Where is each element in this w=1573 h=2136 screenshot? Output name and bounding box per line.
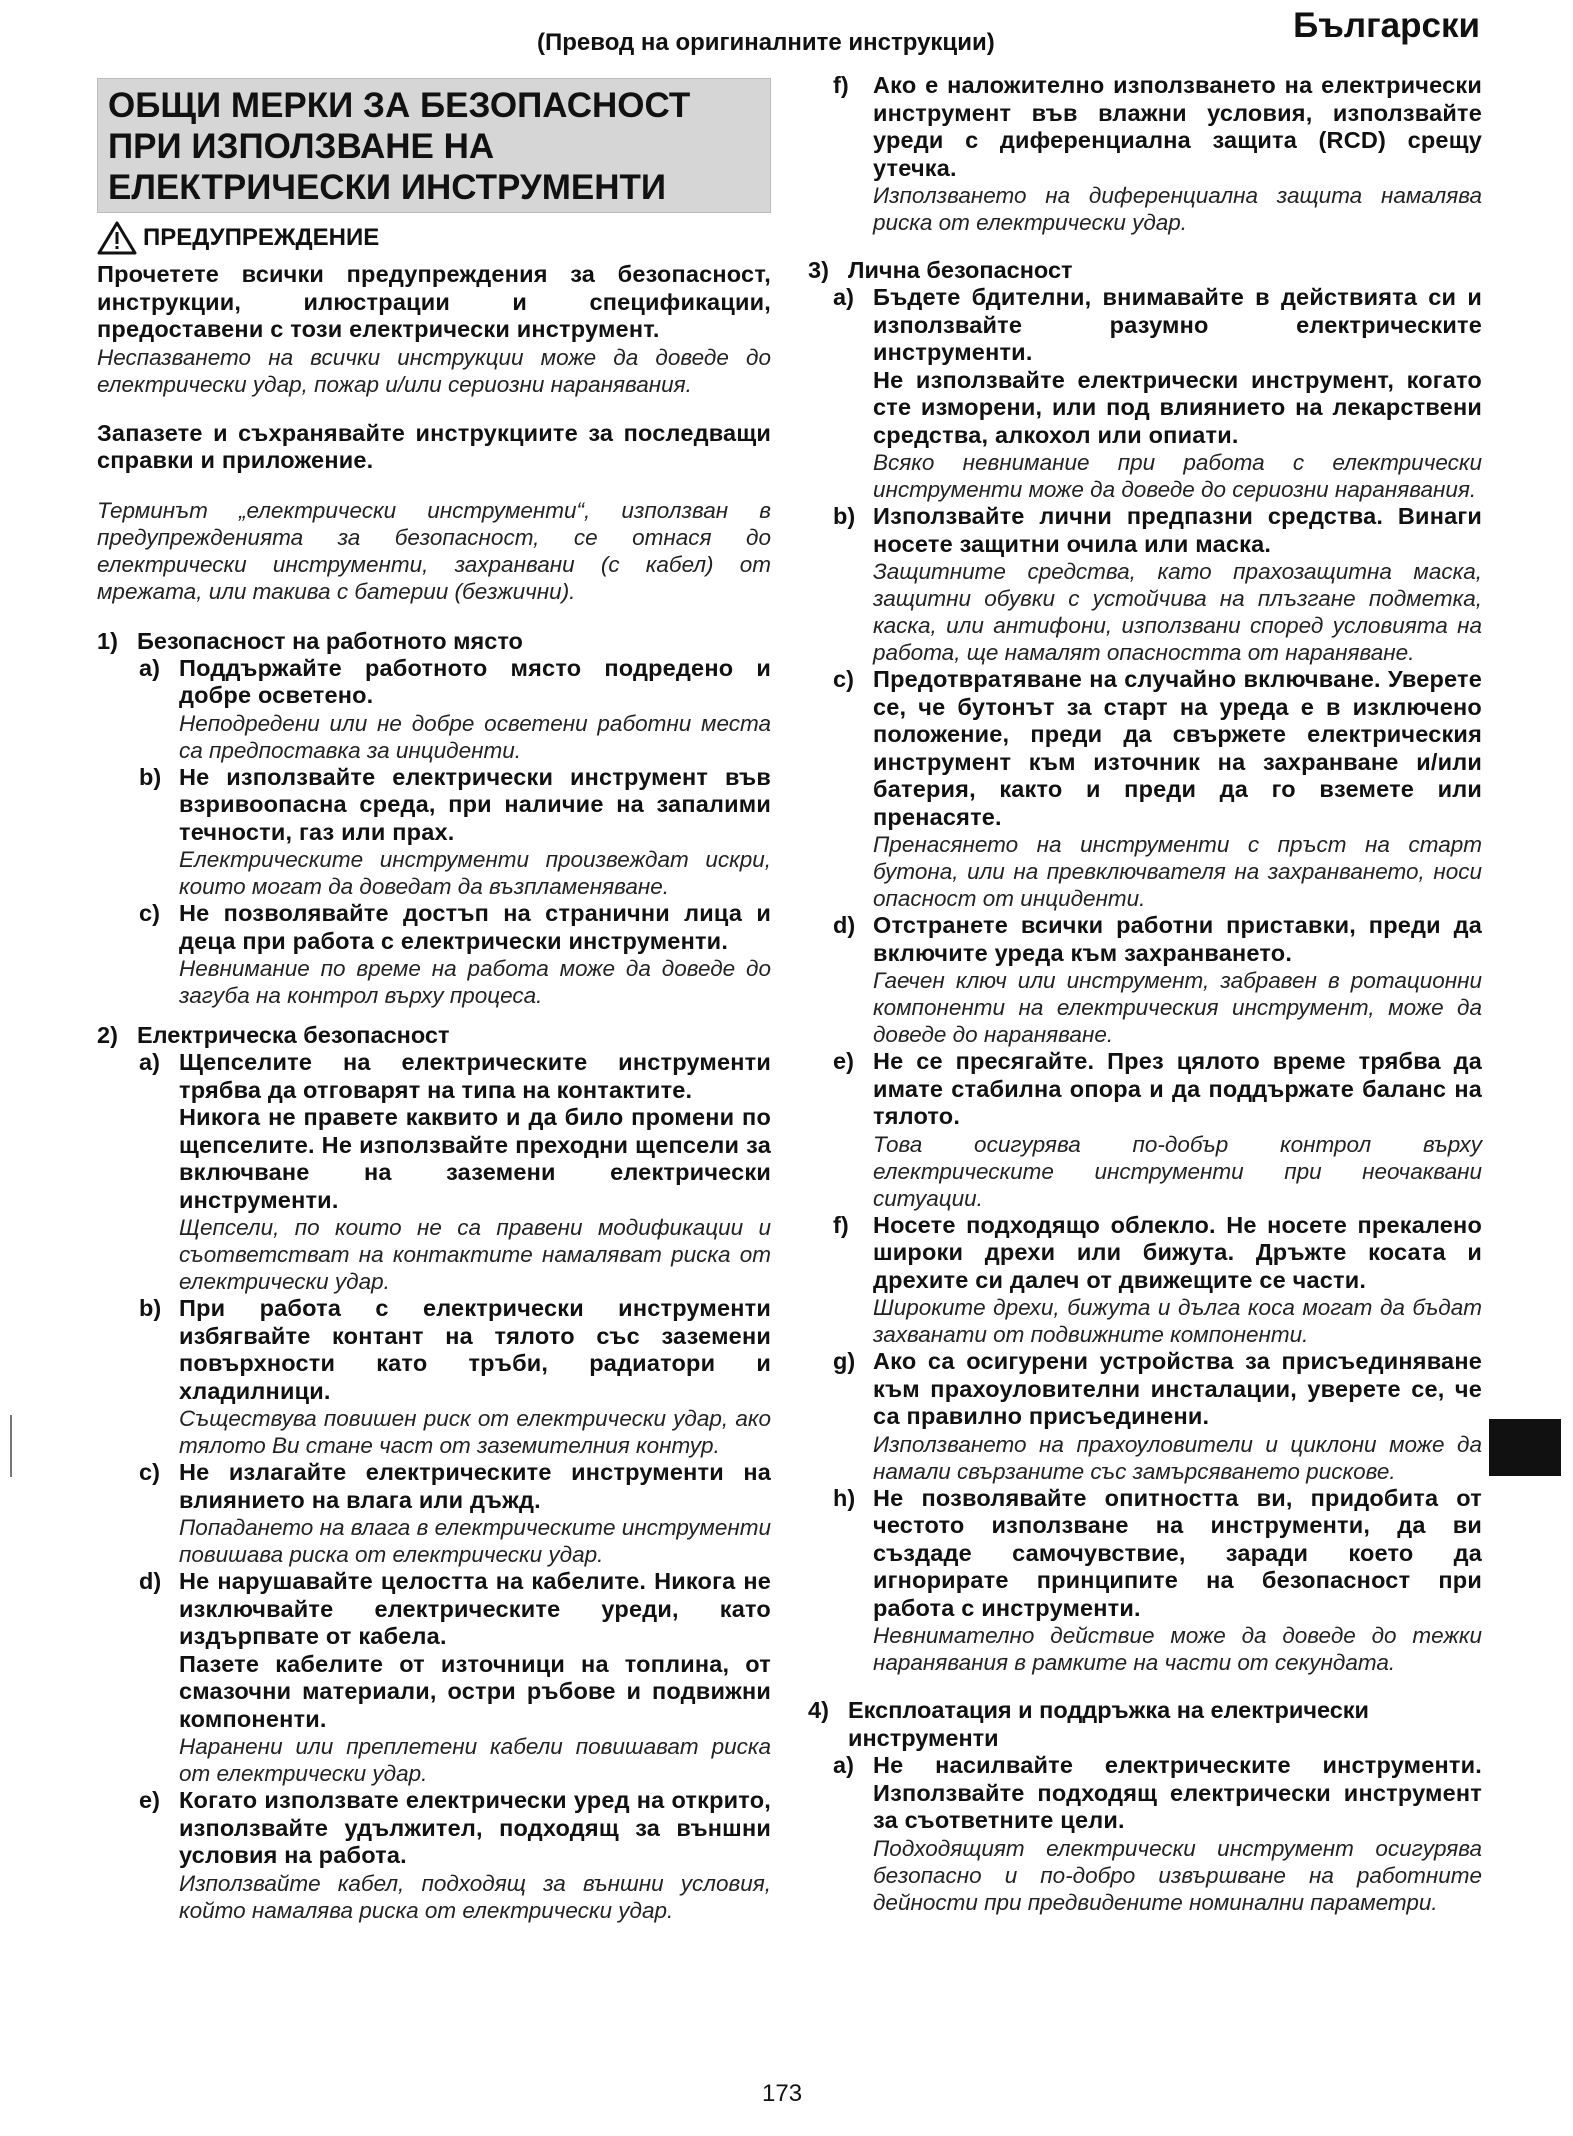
list-item: f) Ако е наложително използването на електрически инструмент във влажни условия, използвайте уреди с диференциална защита (RCD) срещу утечка. Използването на диференциална защита намалява риска от електрически удар.	[833, 72, 1482, 235]
list-item: d) Отстранете всички работни приставки, преди да включите уреда към захранването. Гаечен ключ или инструмент, забравен в ротационни компоненти на електрическия инструмент, може да доведе до нараняване.	[833, 912, 1482, 1047]
list-item: c) Не позволявайте достъп на странични лица и деца при работа с електрически инструменти. Невнимание по време на работа може да доведе до загуба на контрол върху процеса.	[139, 900, 771, 1008]
warning-triangle-icon	[97, 221, 137, 255]
section-3-title: 3) Лична безопасност	[808, 257, 1073, 283]
list-item: e) Не се пресягайте. През цялото време трябва да имате стабилна опора и да поддържате баланс на тялото. Това осигурява по-добър контрол върху електрическите инструменти при неочаквани ситуации.	[833, 1048, 1482, 1211]
section-2-title: 2) Електрическа безопасност	[97, 1022, 450, 1048]
section-tab-marker	[1489, 1419, 1561, 1476]
page-title	[97, 78, 771, 213]
list-item: d) Не нарушавайте целостта на кабелите. Никога не изключвайте електрическите уреди, като издърпвате от кабела. Пазете кабелите от източници на топлина, от смазочни материали, остри ръбове и подвижни компоненти. Наранени или преплетени кабели повишават риска от електрически удар.	[139, 1568, 771, 1786]
list-item: b) При работа с електрически инструменти избягвайте контант на тялото със заземени повърхности като тръби, радиатори и хладилници. Съществува повишен риск от електрически удар, ако тялото Ви стане част от заземителния контур.	[139, 1295, 771, 1458]
warning-text: Прочетете всички предупреждения за безопасност, инструкции, илюстрации и спецификации, предоставени с този електрически инструмент.	[97, 261, 771, 342]
margin-line	[10, 1415, 12, 1477]
list-item: a) Бъдете бдителни, внимавайте в действията си и използвайте разумно електрическите инструменти. Не използвайте електрически инструмент, когато сте изморени, или под влиянието на лекарствени средства, алкохол или опиати. Всяко невнимание при работа с електрически инструменти може да доведе до сериозни наранявания.	[833, 284, 1482, 502]
header-subtitle: (Превод на оригиналните инструкции)	[537, 29, 995, 56]
right-column	[808, 72, 1482, 1916]
left-column	[97, 78, 771, 1924]
title-line-1: ОБЩИ МЕРКИ ЗА БЕЗОПАСНОСТ	[108, 86, 691, 125]
term-definition: Терминът „електрически инструменти“, използван в предупрежденията за безопасност, се отнася до електрически инструменти, захранвани (с кабел) от мрежата, или такива с батерии (безжични).	[97, 497, 771, 604]
keep-instructions: Запазете и съхранявайте инструкциите за последващи справки и приложение.	[97, 419, 771, 473]
list-item: c) Не излагайте електрическите инструменти на влиянието на влага или дъжд. Попадането на влага в електрическите инструменти повишава риска от електрически удар.	[139, 1459, 771, 1567]
header-language: Български	[1293, 6, 1480, 45]
list-item: g) Ако са осигурени устройства за присъединяване към прахоуловителни инсталации, уверете се, че са правилно присъединени. Използването на прахоуловители и циклони може да намали свързаните със замърсяването рискове.	[833, 1348, 1482, 1484]
warning-heading	[97, 221, 771, 255]
section-1-title: 1) Безопасност на работното място	[97, 627, 523, 654]
list-item: a) Не насилвайте електрическите инструменти. Използвайте подходящ електрически инструмент за съответните цели. Подходящият електрически инструмент осигурява безопасно и по-добро извършване на работните дейности при предвидените номинални параметри.	[833, 1752, 1482, 1915]
list-item: b) Не използвайте електрически инструмент във взривоопасна среда, при наличие на запалими течности, газ или прах. Електрическите инструменти произвеждат искри, които могат да доведат да възпламеняване.	[139, 763, 771, 899]
warning-label: ПРЕДУПРЕЖДЕНИЕ	[143, 224, 380, 251]
list-item: a) Щепселите на електрическите инструменти трябва да отговарят на типа на контактите. Никога не правете каквито и да било промени по щепселите. Не използвайте преходни щепсели за включване на заземени електрически инструменти. Щепсели, по които не са правени модификации и съответстват на контактите намаляват риска от електрически удар.	[139, 1049, 771, 1294]
title-line-3: ЕЛЕКТРИЧЕСКИ ИНСТРУМЕНТИ	[108, 168, 667, 207]
title-line-2: ПРИ ИЗПОЛЗВАНЕ НА	[108, 127, 495, 166]
page-number: 173	[762, 2080, 803, 2107]
list-item: b) Използвайте лични предпазни средства. Винаги носете защитни очила или маска. Защитните средства, като прахозащитна маска, защитни обувки с устойчива на плъзгане подметка, каска, или антифони, използвани според условията на работа, ще намалят опасността от нараняване.	[833, 503, 1482, 665]
list-item: e) Когато използвате електрически уред на открито, използвайте удължител, подходящ за външни условия на работа. Използвайте кабел, подходящ за външни условия, който намалява риска от електрически удар.	[139, 1787, 771, 1923]
list-item: h) Не позволявайте опитността ви, придобита от честото използване на инструменти, да ви създаде самочувствие, заради което да игнорирате принципите на безопасност при работа с инструменти. Невнимателно действие може да доведе до тежки наранявания в рамките на части от секундата.	[833, 1484, 1482, 1675]
warning-consequence: Неспазването на всички инструкции може да доведе до електрически удар, пожар и/или сериозни наранявания.	[97, 344, 771, 397]
list-item: c) Предотвратяване на случайно включване. Уверете се, че бутонът за старт на уреда е в изключено положение, преди да свържете електрическия инструмент към източник на захранване и/или батерия, както и преди да го вземете или пренасяте. Пренасянето на инструменти с пръст на старт бутона, или на превключвателя на захранването, носи опасност от инциденти.	[833, 666, 1482, 911]
section-4-title: 4) Експлоатация и поддръжка на електрически инструменти	[808, 1697, 1370, 1751]
list-item: f) Носете подходящо облекло. Не носете прекалено широки дрехи или бижута. Дръжте косата и дрехите си далеч от движещите се части. Широките дрехи, бижута и дълга коса могат да бъдат захванати от подвижните компоненти.	[833, 1211, 1482, 1347]
list-item: a) Поддържайте работното място подредено и добре осветено. Неподредени или не добре осветени работни места са предпоставка за инциденти.	[139, 654, 771, 763]
